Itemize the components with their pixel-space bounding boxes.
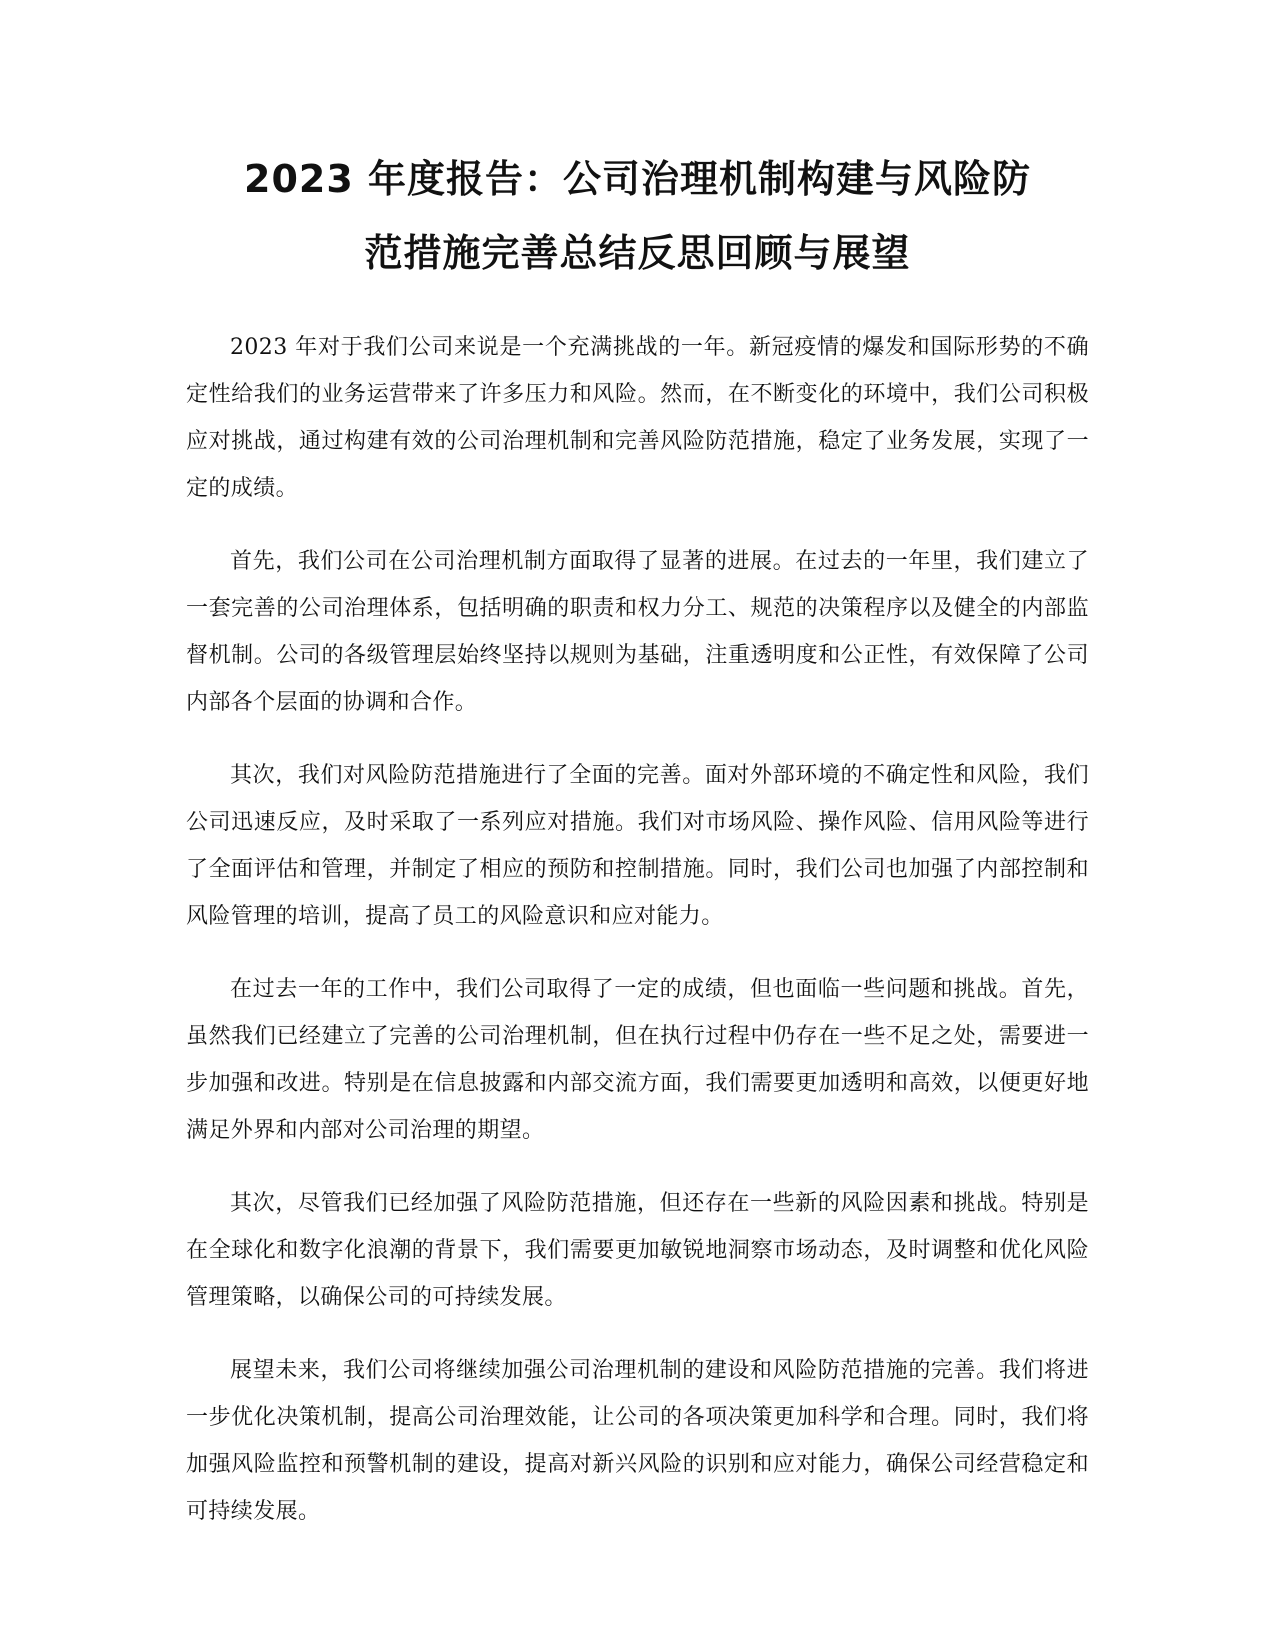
title-line-2: 范措施完善总结反思回顾与展望 [364, 231, 911, 275]
document-page [186, 142, 1089, 1561]
paragraph-risk-measures: 其次，我们对风险防范措施进行了全面的完善。面对外部环境的不确定性和风险，我们公司迅速反应，及时采取了一系列应对措施。我们对市场风险、操作风险、信用风险等进行了全面评估和管理，并制定了相应的预防和控制措施。同时，我们公司也加强了内部控制和风险管理的培训，提高了员工的风险意识和应对能力。 [186, 763, 1089, 929]
paragraph-outlook: 展望未来，我们公司将继续加强公司治理机制的建设和风险防范措施的完善。我们将进一步优化决策机制，提高公司治理效能，让公司的各项决策更加科学和合理。同时，我们将加强风险监控和预警机制的建设，提高对新兴风险的识别和应对能力，确保公司经营稳定和可持续发展。 [186, 1358, 1089, 1524]
paragraph-governance: 首先，我们公司在公司治理机制方面取得了显著的进展。在过去的一年里，我们建立了一套完善的公司治理体系，包括明确的职责和权力分工、规范的决策程序以及健全的内部监督机制。公司的各级管理层始终坚持以规则为基础，注重透明度和公正性，有效保障了公司内部各个层面的协调和合作。 [186, 549, 1089, 715]
paragraph-intro: 2023 年对于我们公司来说是一个充满挑战的一年。新冠疫情的爆发和国际形势的不确定性给我们的业务运营带来了许多压力和风险。然而，在不断变化的环境中，我们公司积极应对挑战，通过构建有效的公司治理机制和完善风险防范措施，稳定了业务发展，实现了一定的成绩。 [186, 335, 1089, 501]
paragraph-new-risks: 其次，尽管我们已经加强了风险防范措施，但还存在一些新的风险因素和挑战。特别是在全球化和数字化浪潮的背景下，我们需要更加敏锐地洞察市场动态，及时调整和优化风险管理策略，以确保公司的可持续发展。 [186, 1191, 1089, 1310]
paragraph-problems: 在过去一年的工作中，我们公司取得了一定的成绩，但也面临一些问题和挑战。首先，虽然我们已经建立了完善的公司治理机制，但在执行过程中仍存在一些不足之处，需要进一步加强和改进。特别是在信息披露和内部交流方面，我们需要更加透明和高效，以便更好地满足外界和内部对公司治理的期望。 [186, 977, 1089, 1143]
document-title [186, 142, 1089, 290]
title-line-1: 2023 年度报告：公司治理机制构建与风险防 [244, 157, 1031, 201]
